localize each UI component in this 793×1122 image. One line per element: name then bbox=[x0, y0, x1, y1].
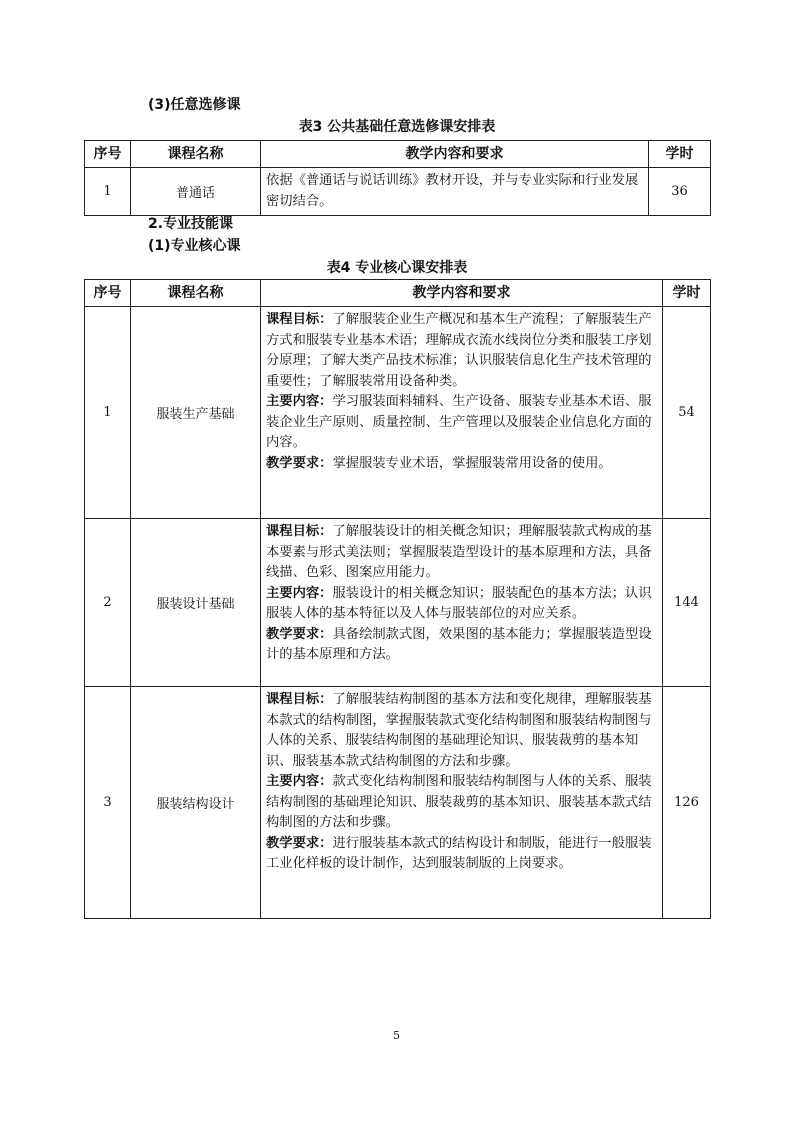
req-label: 教学要求： bbox=[266, 835, 333, 851]
row-number: 3 bbox=[85, 687, 131, 919]
course-hours: 126 bbox=[663, 687, 711, 919]
main-text: 款式变化结构制图和服装结构制图与人体的关系、服装结构制图的基础理论知识、服装裁剪的基本知识、服装基本款式结构制图的方法和步骤。 bbox=[266, 774, 652, 830]
course-req bbox=[266, 454, 658, 475]
row-number: 2 bbox=[85, 519, 131, 687]
table4-caption: 表4 专业核心课安排表 bbox=[326, 260, 468, 276]
table-row bbox=[85, 168, 711, 216]
course-main bbox=[266, 584, 658, 625]
table-row bbox=[85, 687, 711, 919]
table4 bbox=[84, 279, 711, 919]
table3-header-name: 课程名称 bbox=[131, 141, 261, 168]
section-heading-elective: (3)任意选修课 bbox=[148, 97, 241, 113]
table-row bbox=[85, 519, 711, 687]
course-goal bbox=[266, 310, 658, 392]
table3-header-no: 序号 bbox=[85, 141, 131, 168]
main-text: 学习服装面料辅料、生产设备、服装专业基本术语、服装企业生产原则、质量控制、生产管理以及服装企业信息化方面的内容。 bbox=[266, 394, 652, 450]
course-main bbox=[266, 772, 658, 834]
course-hours: 36 bbox=[649, 168, 711, 216]
req-text: 进行服装基本款式的结构设计和制版，能进行一般服装工业化样板的设计制作，达到服装制版的上岗要求。 bbox=[266, 835, 652, 871]
table3 bbox=[84, 140, 711, 216]
goal-text: 了解服装企业生产概况和基本生产流程；了解服装生产方式和服装专业基本术语；理解成衣流水线岗位分类和服装工序划分原理；了解大类产品技术标准；认识服装信息化生产技术管理的重要性；了解服装常用设备种类。 bbox=[266, 312, 652, 389]
course-req bbox=[266, 834, 658, 875]
course-name: 普通话 bbox=[131, 168, 261, 216]
course-goal bbox=[266, 690, 658, 772]
course-content bbox=[261, 307, 663, 519]
course-name: 服装生产基础 bbox=[131, 307, 261, 519]
table4-header-hours: 学时 bbox=[663, 280, 711, 307]
table3-header-content: 教学内容和要求 bbox=[261, 141, 649, 168]
course-goal bbox=[266, 522, 658, 584]
goal-label: 课程目标： bbox=[266, 524, 333, 539]
goal-label: 课程目标： bbox=[266, 692, 333, 707]
req-text: 具备绘制款式图，效果图的基本能力；掌握服装造型设计的基本原理和方法。 bbox=[266, 626, 652, 662]
course-content bbox=[261, 687, 663, 919]
goal-label: 课程目标： bbox=[266, 312, 333, 327]
req-text: 掌握服装专业术语，掌握服装常用设备的使用。 bbox=[332, 455, 612, 471]
table3-caption: 表3 公共基础任意选修课安排表 bbox=[298, 119, 496, 135]
goal-text: 了解服装设计的相关概念知识；理解服装款式构成的基本要素与形式美法则；掌握服装造型设计的基本原理和方法，具备线描、色彩、图案应用能力。 bbox=[266, 524, 652, 580]
course-name: 服装结构设计 bbox=[131, 687, 261, 919]
main-label: 主要内容： bbox=[266, 774, 333, 789]
table3-header-hours: 学时 bbox=[649, 141, 711, 168]
page-number: 5 bbox=[393, 1029, 400, 1042]
course-hours: 54 bbox=[663, 307, 711, 519]
table4-header-content: 教学内容和要求 bbox=[261, 280, 663, 307]
main-label: 主要内容： bbox=[266, 394, 333, 409]
row-number: 1 bbox=[85, 307, 131, 519]
req-label: 教学要求： bbox=[266, 455, 333, 471]
table-row bbox=[85, 307, 711, 519]
table4-header-no: 序号 bbox=[85, 280, 131, 307]
main-label: 主要内容： bbox=[266, 585, 333, 601]
req-label: 教学要求： bbox=[266, 626, 333, 642]
course-content bbox=[261, 519, 663, 687]
table3-header-row bbox=[85, 141, 711, 168]
section-heading-core: (1)专业核心课 bbox=[148, 238, 241, 254]
course-name: 服装设计基础 bbox=[131, 519, 261, 687]
course-content: 依据《普通话与说话训练》教材开设，并与专业实际和行业发展密切结合。 bbox=[261, 168, 649, 216]
course-main bbox=[266, 392, 658, 454]
main-text: 服装设计的相关概念知识；服装配色的基本方法；认识服装人体的基本特征以及人体与服装部位的对应关系。 bbox=[266, 585, 652, 621]
course-hours: 144 bbox=[663, 519, 711, 687]
course-req bbox=[266, 625, 658, 666]
section-heading-skill: 2.专业技能课 bbox=[148, 216, 234, 232]
table4-header-row bbox=[85, 280, 711, 307]
table4-header-name: 课程名称 bbox=[131, 280, 261, 307]
row-number: 1 bbox=[85, 168, 131, 216]
goal-text: 了解服装结构制图的基本方法和变化规律，理解服装基本款式的结构制图，掌握服装款式变化结构制图和服装结构制图与人体的关系、服装结构制图的基础理论知识、服装裁剪的基本知识、服装基本款式结构制图的方法和步骤。 bbox=[266, 692, 652, 769]
